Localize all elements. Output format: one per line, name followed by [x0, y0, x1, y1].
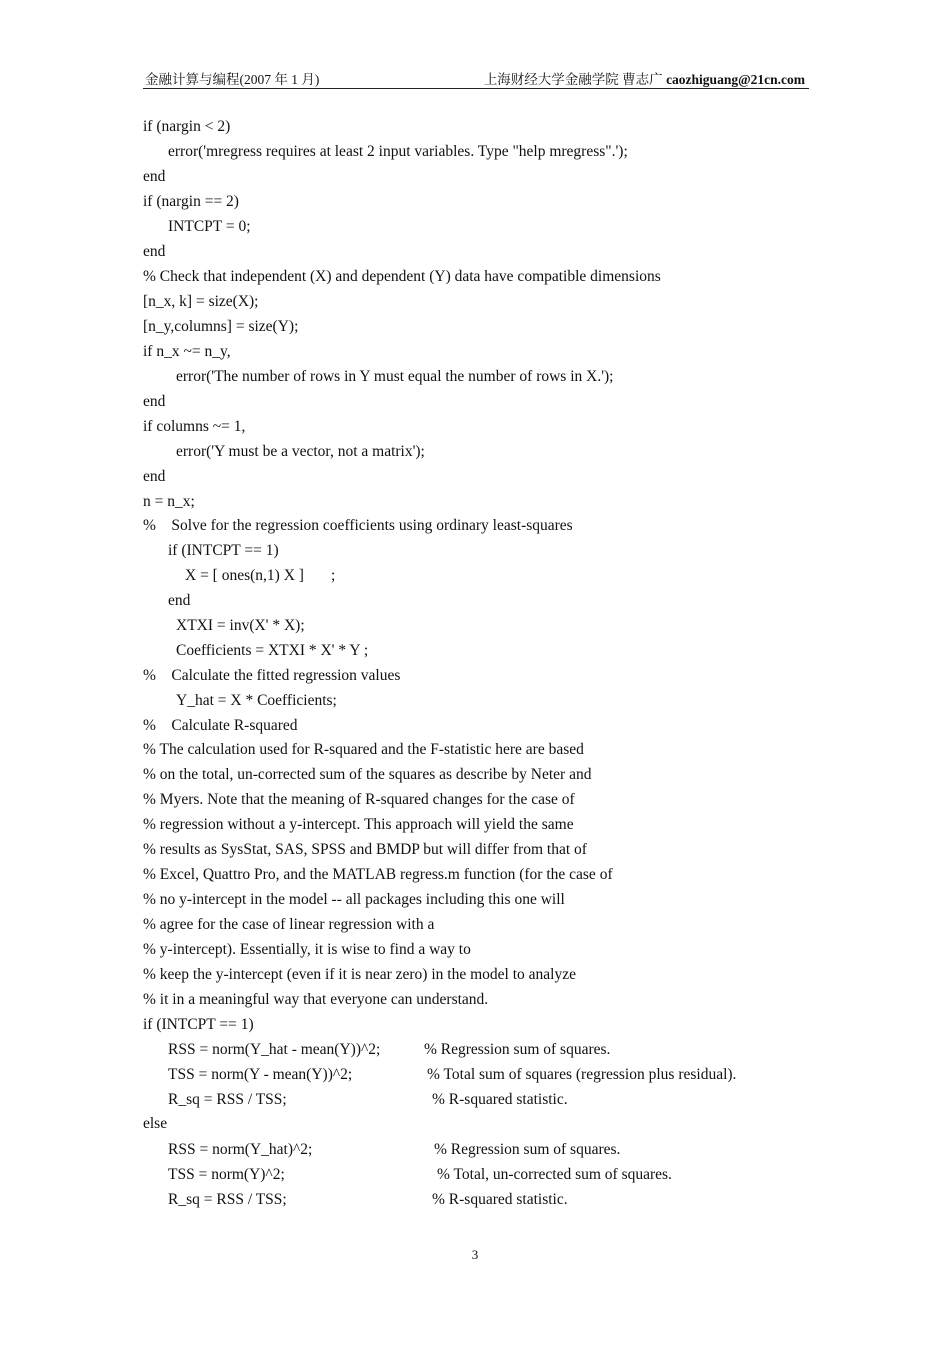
code-line: if n_x ~= n_y, [143, 343, 231, 360]
code-line: INTCPT = 0; [168, 218, 251, 235]
code-line: if (INTCPT == 1) [168, 542, 279, 559]
code-comment: % Total sum of squares (regression plus residual). [427, 1066, 737, 1083]
code-line: else [143, 1115, 168, 1132]
code-line: RSS = norm(Y_hat)^2; [168, 1141, 313, 1158]
code-line: TSS = norm(Y)^2; [168, 1166, 285, 1183]
header-title: 金融计算与编程(2007 年 1 月) [145, 72, 320, 87]
code-line: end [143, 243, 166, 260]
code-line: % regression without a y-intercept. This approach will yield the same [143, 816, 574, 833]
code-line: % Solve for the regression coefficients using ordinary least-squares [143, 517, 573, 534]
code-line: Y_hat = X * Coefficients; [176, 692, 337, 709]
header-email: caozhiguang@21cn.com [666, 72, 805, 87]
code-comment: % R-squared statistic. [432, 1191, 568, 1208]
header-org: 上海财经大学金融学院 曹志广 [483, 72, 663, 87]
code-line: % Myers. Note that the meaning of R-squared changes for the case of [143, 791, 575, 808]
code-line: % Calculate R-squared [143, 717, 298, 734]
code-comment: % Regression sum of squares. [424, 1041, 611, 1058]
page-number: 3 [471, 1247, 479, 1262]
code-line: error('Y must be a vector, not a matrix'); [176, 443, 425, 460]
code-comment: % Total, un-corrected sum of squares. [437, 1166, 672, 1183]
code-line: error('mregress requires at least 2 input variables. Type "help mregress".'); [168, 143, 628, 160]
code-line: % no y-intercept in the model -- all packages including this one will [143, 891, 565, 908]
code-line: % y-intercept). Essentially, it is wise to find a way to [143, 941, 471, 958]
code-line: % agree for the case of linear regression with a [143, 916, 435, 933]
code-line: XTXI = inv(X' * X); [176, 617, 305, 634]
code-line: R_sq = RSS / TSS; [168, 1091, 287, 1108]
code-line: end [143, 393, 166, 410]
code-line: end [168, 592, 191, 609]
code-line: % results as SysStat, SAS, SPSS and BMDP but will differ from that of [143, 841, 587, 858]
code-line: % on the total, un-corrected sum of the squares as describe by Neter and [143, 766, 592, 783]
code-comment: % R-squared statistic. [432, 1091, 568, 1108]
code-line: [n_y,columns] = size(Y); [143, 318, 299, 335]
code-line: if (nargin == 2) [143, 193, 239, 210]
code-comment: % Regression sum of squares. [434, 1141, 621, 1158]
code-line: Coefficients = XTXI * X' * Y ; [176, 642, 369, 659]
code-line: if columns ~= 1, [143, 418, 246, 435]
code-line: % keep the y-intercept (even if it is near zero) in the model to analyze [143, 966, 576, 983]
code-line: n = n_x; [143, 493, 195, 510]
code-line: TSS = norm(Y - mean(Y))^2; [168, 1066, 353, 1083]
code-line: [n_x, k] = size(X); [143, 293, 259, 310]
code-line: % Calculate the fitted regression values [143, 667, 401, 684]
code-line: error('The number of rows in Y must equal the number of rows in X.'); [176, 368, 614, 385]
code-line: RSS = norm(Y_hat - mean(Y))^2; [168, 1041, 381, 1058]
code-line: % it in a meaningful way that everyone can understand. [143, 991, 489, 1008]
code-line: X = [ ones(n,1) X ] ; [185, 567, 336, 584]
code-line: if (INTCPT == 1) [143, 1016, 254, 1033]
code-line: end [143, 168, 166, 185]
code-line: % The calculation used for R-squared and the F-statistic here are based [143, 741, 584, 758]
code-line: % Excel, Quattro Pro, and the MATLAB regress.m function (for the case of [143, 866, 613, 883]
code-line: % Check that independent (X) and dependent (Y) data have compatible dimensions [143, 268, 661, 285]
code-line: end [143, 468, 166, 485]
code-line: if (nargin < 2) [143, 118, 231, 135]
code-line: R_sq = RSS / TSS; [168, 1191, 287, 1208]
